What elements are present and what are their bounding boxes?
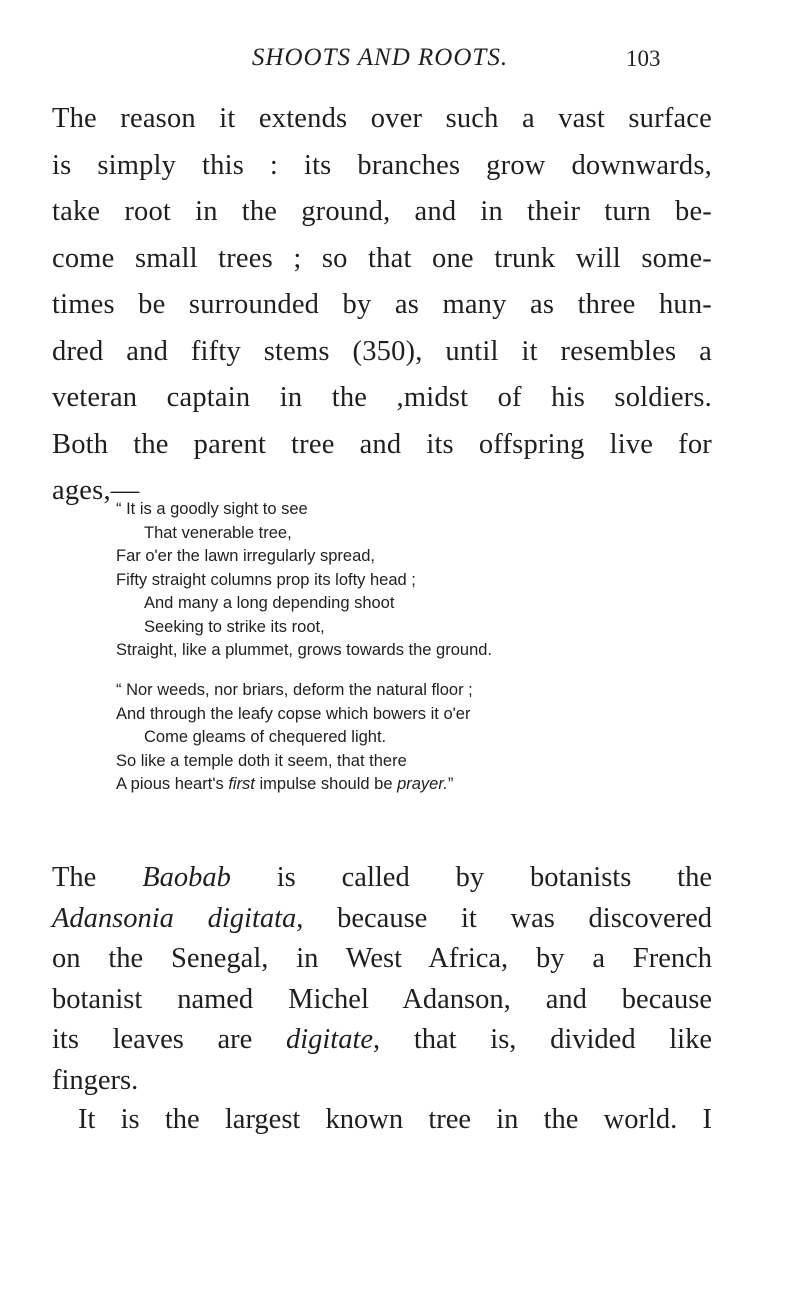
poem-line: “ It is a goodly sight to see bbox=[116, 500, 308, 518]
poem-line: Far o'er the lawn irregularly spread, bbox=[116, 547, 376, 565]
text-run: , because it was discovered bbox=[296, 902, 712, 934]
text-run: The bbox=[52, 862, 143, 893]
poem-stanza-2 bbox=[116, 679, 473, 797]
text-run: impulse should be bbox=[254, 775, 398, 793]
poem-line: And many a long depending shoot bbox=[144, 594, 395, 612]
poem-line-last bbox=[116, 773, 473, 797]
paragraph-line bbox=[52, 899, 712, 940]
italic-run: Baobab bbox=[142, 862, 231, 893]
poem-stanza-1 bbox=[116, 498, 492, 663]
paragraph-line: take root in the ground, and in their turn be- bbox=[52, 196, 712, 227]
poem-line: Come gleams of chequered light. bbox=[144, 728, 387, 746]
page-number: 103 bbox=[626, 46, 661, 71]
paragraph-line: botanist named Michel Adanson, and because bbox=[52, 983, 712, 1015]
paragraph-line: come small trees ; so that one trunk will some- bbox=[52, 242, 712, 274]
text-run: its leaves are bbox=[52, 1024, 286, 1056]
italic-run: Adansonia digitata bbox=[52, 902, 297, 934]
italic-run: digitate bbox=[285, 1024, 374, 1056]
paragraph-line: on the Senegal, in West Africa, by a French bbox=[52, 943, 712, 975]
poem-line: Straight, like a plummet, grows towards the ground. bbox=[116, 641, 493, 659]
poem-line: And through the leafy copse which bowers it o'er bbox=[116, 704, 471, 723]
text-run: ” bbox=[447, 775, 454, 793]
poem-line: So like a temple doth it seem, that there bbox=[116, 751, 407, 770]
paragraph-line: fingers. bbox=[52, 1064, 139, 1096]
poem-line: “ Nor weeds, nor briars, deform the natural floor ; bbox=[116, 681, 473, 699]
running-title: SHOOTS AND ROOTS. bbox=[251, 44, 509, 71]
italic-run: prayer. bbox=[397, 775, 448, 793]
paragraph-line: Both the parent tree and its offspring live for bbox=[52, 428, 712, 460]
text-run: is called by botanists the bbox=[230, 862, 713, 893]
paragraph-line bbox=[52, 858, 712, 899]
poem-line: Fifty straight columns prop its lofty head ; bbox=[116, 570, 416, 589]
paragraph-line: times be surrounded by as many as three hun- bbox=[52, 289, 712, 320]
poem-line: That venerable tree, bbox=[144, 523, 292, 542]
paragraph-line bbox=[52, 1020, 712, 1061]
italic-run: first bbox=[228, 775, 255, 793]
paragraph-line: ages,— bbox=[52, 475, 140, 506]
paragraph-line: is simply this : its branches grow downwards, bbox=[52, 149, 712, 181]
paragraph-line: The reason it extends over such a vast surface bbox=[52, 103, 712, 134]
text-run: , that is, divided like bbox=[373, 1024, 712, 1056]
text-run: A pious heart's bbox=[116, 775, 229, 793]
running-head bbox=[0, 44, 800, 78]
paragraph-line: veteran captain in the ,midst of his soldiers. bbox=[52, 382, 712, 413]
paragraph-3: It is the largest known tree in the world. I bbox=[78, 1104, 712, 1135]
paragraph-1 bbox=[52, 96, 712, 515]
paragraph-2 bbox=[52, 858, 712, 1102]
paragraph-line: dred and fifty stems (350), until it resembles a bbox=[52, 335, 712, 367]
poem-line: Seeking to strike its root, bbox=[144, 617, 325, 636]
